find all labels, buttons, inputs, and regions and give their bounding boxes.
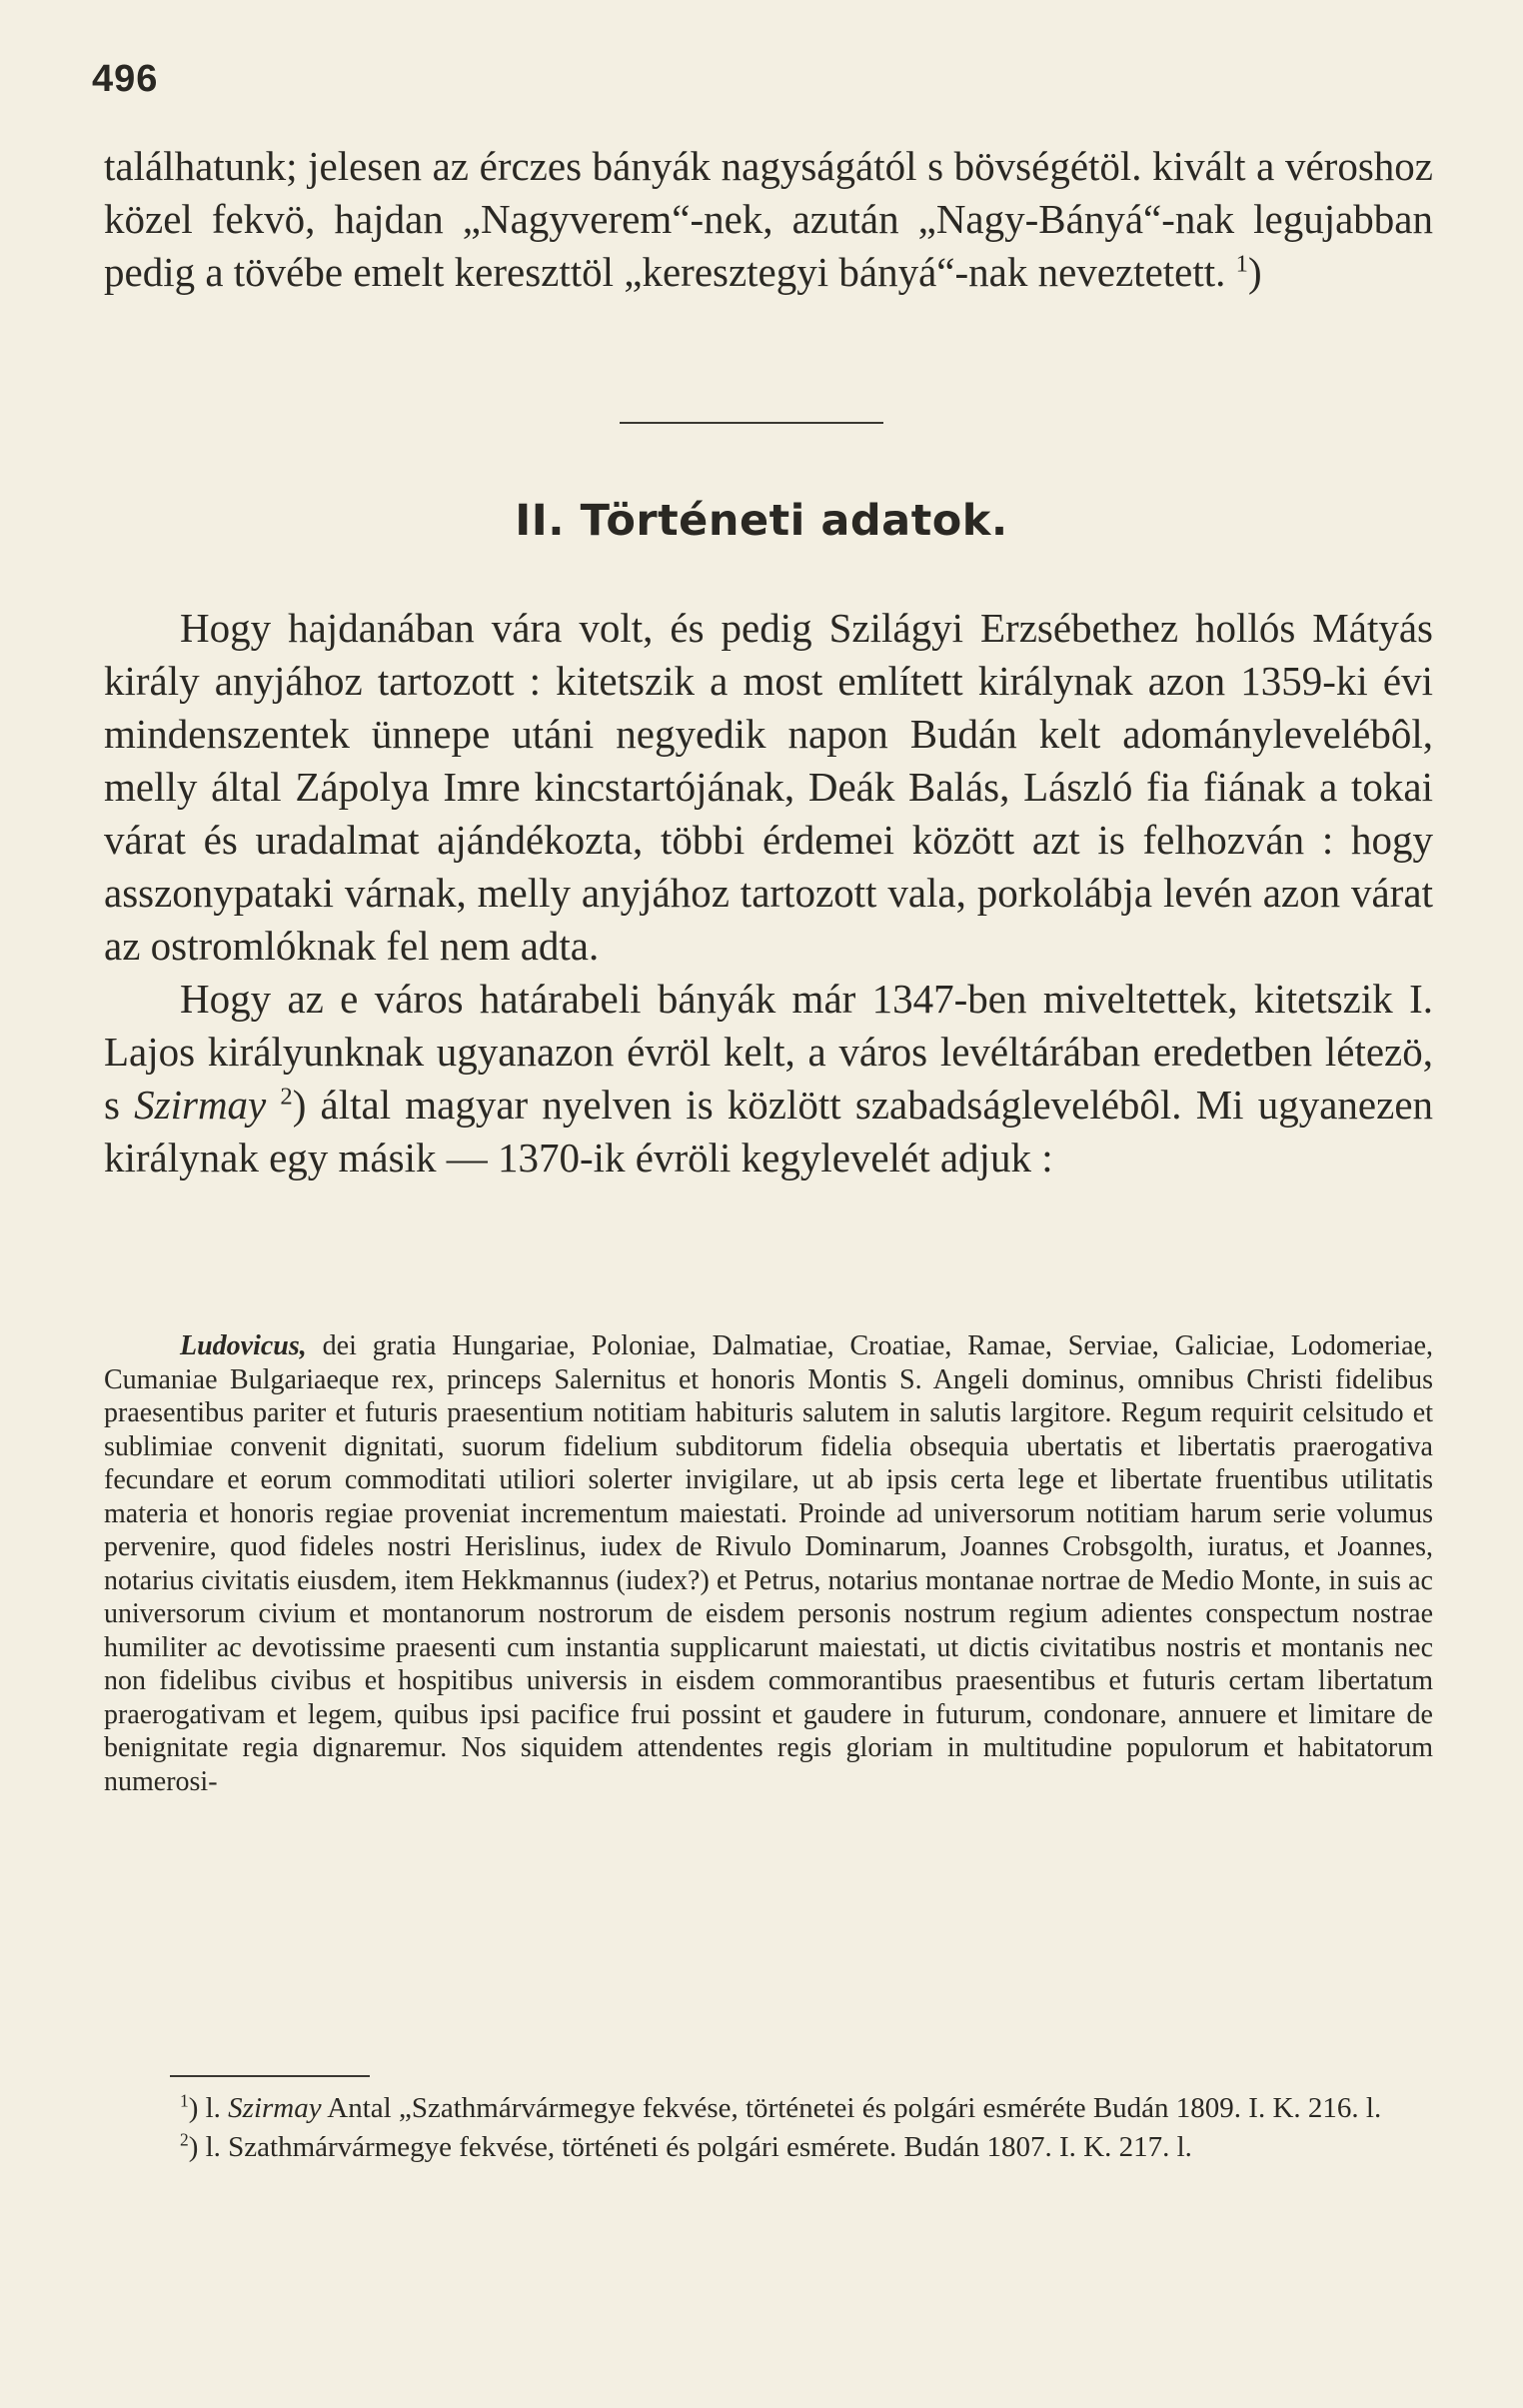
body-text <box>104 602 1433 1185</box>
section-heading: II. Történeti adatok. <box>515 496 1008 546</box>
body-paragraph-2-end: ) által magyar nyelven is közlött szabadságlevelébôl. Mi ugyanezen királynak egy másik — 1370-ik évröli kegylevelét adjuk : <box>104 1082 1434 1181</box>
latin-charter <box>104 1329 1433 1798</box>
footnote-1-prefix: ) l. <box>188 2092 221 2124</box>
footnote-1 <box>104 2091 1433 2126</box>
charter-name: Ludovicus, <box>180 1330 307 1361</box>
footnote-1-text: Antal „Szathmárvármegye fekvése, történetei és polgári esméréte Budán 1809. I. K. 216. l. <box>327 2092 1382 2124</box>
footnote-ref-1-close: ) <box>1247 249 1262 295</box>
footnote-2 <box>104 2130 1433 2165</box>
cited-author: Szirmay <box>134 1082 267 1128</box>
intro-paragraph <box>104 140 1433 299</box>
footnote-ref-2: 2 <box>280 1083 293 1111</box>
page-number: 496 <box>92 58 159 100</box>
footnote-ref-1: 1 <box>1235 250 1248 278</box>
section-divider <box>620 422 883 424</box>
body-paragraph-1: Hogy hajdanában vára volt, és pedig Szilágyi Erzsébethez hollós Mátyás király anyjához tartozott : kitetszik a most említett királynak azon 1359-ki évi mindenszentek ünnepe utáni negyedik napon Budán kelt adománylevelébôl, melly által Zápolya Imre kincstartójának, Deák Balás, László fia fiának a tokai várat és uradalmat ajándékozta, többi érdemei között azt is felhozván : hogy asszonypataki várnak, melly anyjához tartozott vala, porkolábja levén azon várat az ostromlóknak fel nem adta. <box>104 605 1433 969</box>
body-paragraph-2 <box>104 973 1433 1185</box>
footnote-1-mark: 1 <box>180 2090 189 2111</box>
footnote-2-text: ) l. Szathmárvármegye fekvése, történeti és polgári esmérete. Budán 1807. I. K. 217. l. <box>188 2131 1192 2163</box>
charter-text: dei gratia Hungariae, Poloniae, Dalmatiae, Croatiae, Ramae, Serviae, Galiciae, Lodomeriae, Cumaniae Bulgariaeque rex, princeps Salernitus et honoris Montis S. Angeli dominus, omnibus Christi fidelibus praesentibus pariter et futuris praesentium notitiam habituris salutem in salutis largitore. Regum requirit celsitudo et sublimiae convenit dignitati, suorum fidelium subditorum fidelia obsequia ubertatis et libertatis praerogativa fecundare et eorum commoditati utiliori solerter invigilare, ut ab ipsis certa lege et libertate fruentibus utilitatis materia et honoris regiae proveniat incrementum maiestati. Proinde ad universorum notitiam harum serie volumus pervenire, quod fideles nostri Herislinus, iudex de Rivulo Dominarum, Joannes Crobsgolth, iuratus, et Joannes, notarius civitatis eiusdem, item Hekkmannus (iudex?) et Petrus, notarius montanae nortrae de Medio Monte, in suis ac universorum civium et montanorum nostrorum de eisdem personis nostrum regium adientes conspectum nostrae humiliter ac devotissime praesenti cum instantia supplicarunt maiestati, ut dictis civitatibus nostris et montanis nec non fidelibus civibus et hospitibus universis in eisdem commorantibus praesentibus et futuris certam libertatum praerogativam et legem, quibus ipsi pacifice frui possint et gaudere in futurum, condonare, annuere et limitare de benignitate regia dignaremur. Nos siquidem attendentes regis gloriam in multitudine populorum et habitatorum numerosi- <box>104 1330 1433 1797</box>
footnote-2-mark: 2 <box>180 2129 189 2150</box>
intro-text: találhatunk; jelesen az érczes bányák nagyságától s bövségétöl. kivált a véroshoz közel fekvö, hajdan „Nagyverem“-nek, azután „Nagy-Bányá“-nak legujabban pedig a tövébe emelt kereszttöl „keresztegyi bányá“-nak neveztetett. <box>104 143 1433 295</box>
footnotes <box>104 2091 1433 2169</box>
footnote-divider <box>170 2075 370 2077</box>
body-paragraph-2-start: Hogy az e város határabeli bányák már 1347-ben miveltettek, kitetszik I. Lajos királyunknak ugyanazon évröl kelt, a város levéltárában eredetben létezö, s <box>104 976 1433 1128</box>
footnote-1-author: Szirmay <box>228 2092 322 2124</box>
